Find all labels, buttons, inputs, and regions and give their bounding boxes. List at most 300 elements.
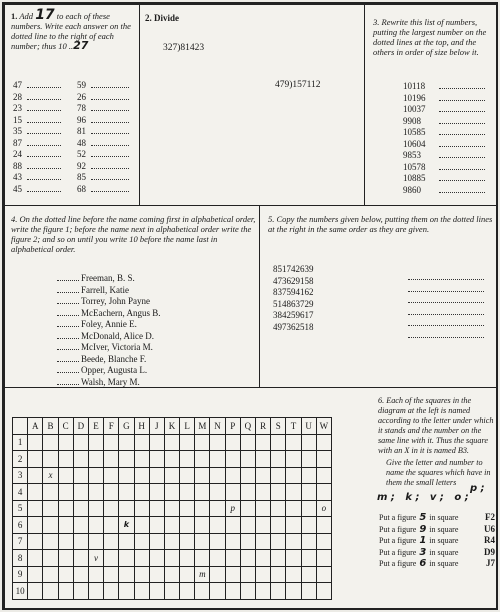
list-number: 9908 xyxy=(403,115,421,126)
answer-dotted-line[interactable] xyxy=(91,137,129,146)
grid-cell[interactable] xyxy=(149,566,164,583)
grid-cell[interactable] xyxy=(301,583,316,600)
grid-cell[interactable] xyxy=(301,533,316,550)
grid-cell[interactable] xyxy=(256,517,271,534)
answer-dotted-line[interactable] xyxy=(27,102,61,111)
order-dotted-line[interactable] xyxy=(57,307,79,316)
grid-cell[interactable] xyxy=(104,434,119,451)
grid-cell[interactable] xyxy=(286,533,301,550)
small-letters-line-1: p ; xyxy=(470,483,485,494)
grid-cell[interactable] xyxy=(104,533,119,550)
grid-cell[interactable] xyxy=(164,484,179,501)
grid-cell[interactable] xyxy=(256,434,271,451)
grid-cell[interactable] xyxy=(225,550,240,567)
answer-dotted-line[interactable] xyxy=(91,102,129,111)
answer-dotted-line[interactable] xyxy=(439,103,485,112)
grid-cell[interactable] xyxy=(210,434,225,451)
grid-cell[interactable] xyxy=(271,533,286,550)
grid-cell[interactable] xyxy=(195,467,210,484)
order-dotted-line[interactable] xyxy=(57,295,79,304)
grid-cell[interactable] xyxy=(73,517,88,534)
answer-dotted-line[interactable] xyxy=(27,160,61,169)
answer-dotted-line[interactable] xyxy=(439,92,485,101)
grid-letter-mark: p xyxy=(230,503,235,514)
answer-dotted-line[interactable] xyxy=(91,160,129,169)
grid-row-header: 1 xyxy=(13,434,28,451)
grid-cell[interactable] xyxy=(316,484,331,501)
answer-dotted-line[interactable] xyxy=(27,183,61,192)
grid-cell[interactable] xyxy=(180,566,195,583)
grid-cell[interactable] xyxy=(104,500,119,517)
grid-cell[interactable] xyxy=(149,500,164,517)
grid-cell[interactable] xyxy=(180,467,195,484)
grid-cell[interactable] xyxy=(149,451,164,468)
grid-cell[interactable] xyxy=(256,500,271,517)
add-row xyxy=(13,91,65,103)
grid-cell[interactable] xyxy=(119,500,134,517)
grid-cell[interactable] xyxy=(240,517,255,534)
grid-letter-mark: x xyxy=(48,470,53,481)
order-dotted-line[interactable] xyxy=(57,341,79,350)
grid-cell[interactable] xyxy=(316,467,331,484)
grid-cell[interactable] xyxy=(210,517,225,534)
grid-cell[interactable] xyxy=(180,434,195,451)
addend-number: 26 xyxy=(77,91,86,102)
grid-column-header: M xyxy=(195,418,210,435)
section-3 xyxy=(364,4,498,206)
grid-cell[interactable] xyxy=(58,451,73,468)
name-row xyxy=(57,295,257,307)
grid-cell[interactable] xyxy=(88,583,103,600)
answer-dotted-line[interactable] xyxy=(27,91,61,100)
grid-cell[interactable] xyxy=(149,583,164,600)
answer-dotted-line[interactable] xyxy=(439,161,485,170)
answer-dotted-line[interactable] xyxy=(439,80,485,89)
grid-cell[interactable] xyxy=(119,583,134,600)
grid-cell[interactable] xyxy=(316,566,331,583)
order-dotted-line[interactable] xyxy=(57,353,79,362)
grid-cell[interactable] xyxy=(58,484,73,501)
grid-cell[interactable] xyxy=(301,566,316,583)
grid-cell[interactable] xyxy=(134,517,149,534)
grid-cell[interactable] xyxy=(88,517,103,534)
grid-cell[interactable] xyxy=(119,566,134,583)
put-post: in square xyxy=(429,559,459,568)
grid-cell[interactable] xyxy=(271,434,286,451)
grid-cell[interactable] xyxy=(149,467,164,484)
section-5-number-list xyxy=(273,264,343,333)
addend-number: 87 xyxy=(13,137,22,148)
grid-cell[interactable] xyxy=(271,550,286,567)
grid-cell[interactable] xyxy=(73,467,88,484)
put-post: in square xyxy=(429,536,459,545)
grid-cell[interactable] xyxy=(28,566,43,583)
grid-cell[interactable] xyxy=(149,484,164,501)
grid-column-header: S xyxy=(271,418,286,435)
grid-cell[interactable] xyxy=(286,451,301,468)
grid-cell[interactable] xyxy=(240,566,255,583)
grid-cell[interactable] xyxy=(271,500,286,517)
grid-cell[interactable] xyxy=(240,451,255,468)
grid-cell[interactable] xyxy=(316,434,331,451)
grid-letter-mark: v xyxy=(94,552,99,563)
grid-cell[interactable] xyxy=(43,467,58,484)
grid-cell[interactable] xyxy=(301,451,316,468)
grid-cell[interactable] xyxy=(134,500,149,517)
grid-cell[interactable] xyxy=(195,484,210,501)
grid-cell[interactable] xyxy=(180,583,195,600)
grid-cell[interactable] xyxy=(43,566,58,583)
grid-cell[interactable] xyxy=(256,533,271,550)
grid-cell[interactable] xyxy=(104,517,119,534)
add-row xyxy=(77,125,133,137)
grid-cell[interactable] xyxy=(301,467,316,484)
grid-cell[interactable] xyxy=(119,451,134,468)
grid-cell[interactable] xyxy=(43,583,58,600)
grid-cell[interactable] xyxy=(43,484,58,501)
grid-cell[interactable] xyxy=(240,533,255,550)
letter-grid xyxy=(12,417,332,600)
grid-cell[interactable] xyxy=(104,451,119,468)
grid-cell[interactable] xyxy=(195,550,210,567)
grid-cell[interactable] xyxy=(286,550,301,567)
grid-cell[interactable] xyxy=(225,566,240,583)
grid-cell[interactable] xyxy=(73,550,88,567)
grid-cell[interactable] xyxy=(134,533,149,550)
addend-number: 68 xyxy=(77,183,86,194)
order-dotted-line[interactable] xyxy=(57,272,79,281)
grid-cell[interactable] xyxy=(149,533,164,550)
grid-cell[interactable] xyxy=(286,434,301,451)
grid-cell[interactable] xyxy=(240,484,255,501)
test-page xyxy=(2,2,498,610)
grid-cell[interactable] xyxy=(210,451,225,468)
answer-dotted-line[interactable] xyxy=(91,148,129,157)
grid-cell[interactable] xyxy=(225,484,240,501)
grid-cell[interactable] xyxy=(164,451,179,468)
put-text: Put a figure xyxy=(379,559,417,568)
answer-dotted-line[interactable] xyxy=(91,125,129,134)
grid-cell[interactable] xyxy=(104,583,119,600)
grid-cell[interactable] xyxy=(58,434,73,451)
list-number: 10196 xyxy=(403,92,426,103)
grid-cell[interactable] xyxy=(225,517,240,534)
grid-cell[interactable] xyxy=(164,533,179,550)
grid-cell[interactable] xyxy=(43,500,58,517)
grid-cell[interactable] xyxy=(256,467,271,484)
grid-cell[interactable] xyxy=(180,484,195,501)
copy-dotted-line[interactable] xyxy=(408,279,486,291)
grid-cell[interactable] xyxy=(88,500,103,517)
grid-cell[interactable] xyxy=(316,500,331,517)
grid-cell[interactable] xyxy=(88,451,103,468)
grid-cell[interactable] xyxy=(301,500,316,517)
grid-cell[interactable] xyxy=(58,566,73,583)
grid-cell[interactable] xyxy=(73,484,88,501)
grid-cell[interactable] xyxy=(225,451,240,468)
grid-cell[interactable] xyxy=(73,583,88,600)
grid-cell[interactable] xyxy=(43,533,58,550)
section-5-instructions: 5. Copy the numbers given below, putting them on the dotted lines at the right in the same order as they are given. xyxy=(268,214,493,234)
grid-cell[interactable] xyxy=(210,467,225,484)
put-figure-row xyxy=(379,524,495,536)
grid-cell[interactable] xyxy=(256,550,271,567)
grid-cell[interactable] xyxy=(43,451,58,468)
grid-cell[interactable] xyxy=(240,467,255,484)
answer-dotted-line[interactable] xyxy=(27,171,61,180)
grid-cell[interactable] xyxy=(43,434,58,451)
grid-cell[interactable] xyxy=(104,484,119,501)
order-dotted-line[interactable] xyxy=(57,364,79,373)
grid-cell[interactable] xyxy=(58,583,73,600)
grid-cell[interactable] xyxy=(286,517,301,534)
grid-cell[interactable] xyxy=(195,533,210,550)
grid-cell[interactable] xyxy=(301,434,316,451)
put-post: in square xyxy=(429,524,459,534)
grid-cell[interactable] xyxy=(88,550,103,567)
grid-cell[interactable] xyxy=(210,566,225,583)
grid-cell[interactable] xyxy=(195,451,210,468)
grid-cell[interactable] xyxy=(225,467,240,484)
list-number: 10604 xyxy=(403,138,426,149)
grid-cell[interactable] xyxy=(28,500,43,517)
grid-cell[interactable] xyxy=(43,550,58,567)
grid-cell[interactable] xyxy=(195,566,210,583)
grid-cell[interactable] xyxy=(316,583,331,600)
answer-dotted-line[interactable] xyxy=(439,138,485,147)
list-number: 10578 xyxy=(403,161,426,172)
put-figure: 9 xyxy=(419,523,427,535)
grid-cell[interactable] xyxy=(164,434,179,451)
grid-cell[interactable] xyxy=(58,550,73,567)
grid-cell[interactable] xyxy=(28,550,43,567)
grid-cell[interactable] xyxy=(256,583,271,600)
copy-dotted-line[interactable] xyxy=(408,290,486,302)
answer-dotted-line[interactable] xyxy=(27,125,61,134)
grid-cell[interactable] xyxy=(316,451,331,468)
grid-cell[interactable] xyxy=(164,517,179,534)
grid-cell[interactable] xyxy=(164,583,179,600)
put-square: R4 xyxy=(484,535,495,545)
grid-cell[interactable] xyxy=(28,434,43,451)
grid-cell[interactable] xyxy=(164,550,179,567)
addend-number: 47 xyxy=(13,80,22,90)
grid-cell[interactable] xyxy=(119,550,134,567)
grid-cell[interactable] xyxy=(210,583,225,600)
grid-cell[interactable] xyxy=(286,566,301,583)
grid-cell[interactable] xyxy=(104,550,119,567)
copy-dotted-line[interactable] xyxy=(408,302,486,314)
grid-cell[interactable] xyxy=(271,484,286,501)
grid-cell[interactable] xyxy=(180,517,195,534)
grid-cell[interactable] xyxy=(240,434,255,451)
grid-row-header: 6 xyxy=(13,517,28,534)
answer-dotted-line[interactable] xyxy=(439,115,485,124)
grid-cell[interactable] xyxy=(88,434,103,451)
grid-cell[interactable] xyxy=(73,533,88,550)
grid-cell[interactable] xyxy=(180,533,195,550)
order-dotted-line[interactable] xyxy=(57,318,79,327)
grid-cell[interactable] xyxy=(301,484,316,501)
grid-cell[interactable] xyxy=(180,550,195,567)
grid-cell[interactable] xyxy=(134,550,149,567)
answer-dotted-line[interactable] xyxy=(27,114,61,123)
grid-cell[interactable] xyxy=(316,550,331,567)
answer-dotted-line[interactable] xyxy=(91,114,129,123)
grid-cell[interactable] xyxy=(225,500,240,517)
grid-cell[interactable] xyxy=(286,484,301,501)
grid-cell[interactable] xyxy=(88,467,103,484)
answer-dotted-line[interactable] xyxy=(439,126,485,135)
copy-dotted-line[interactable] xyxy=(408,313,486,325)
section-3-number-list xyxy=(403,80,493,195)
grid-cell[interactable] xyxy=(286,467,301,484)
grid-cell[interactable] xyxy=(225,434,240,451)
grid-cell[interactable] xyxy=(240,500,255,517)
grid-cell[interactable] xyxy=(271,566,286,583)
add-row xyxy=(77,148,133,160)
grid-cell[interactable] xyxy=(195,500,210,517)
grid-cell[interactable] xyxy=(58,500,73,517)
grid-cell[interactable] xyxy=(286,583,301,600)
grid-cell[interactable] xyxy=(180,500,195,517)
grid-cell[interactable] xyxy=(210,500,225,517)
section-1-instructions xyxy=(11,7,135,52)
section-3-instructions: 3. Rewrite this list of numbers, putting the largest number on the dotted lines at the top, and the others in order of size below it. xyxy=(373,17,487,57)
grid-cell[interactable] xyxy=(180,451,195,468)
grid-cell[interactable] xyxy=(195,434,210,451)
grid-cell[interactable] xyxy=(301,550,316,567)
grid-cell[interactable] xyxy=(73,566,88,583)
grid-cell[interactable] xyxy=(256,451,271,468)
copy-dotted-line[interactable] xyxy=(408,267,486,279)
grid-cell[interactable] xyxy=(104,566,119,583)
answer-dotted-line[interactable] xyxy=(27,79,61,88)
division-problem-1: 327)81423 xyxy=(163,43,205,53)
grid-cell[interactable] xyxy=(134,583,149,600)
grid-cell[interactable] xyxy=(286,500,301,517)
rewrite-row xyxy=(403,115,493,127)
put-figure-row xyxy=(379,547,495,559)
grid-column-header: R xyxy=(256,418,271,435)
addend-number: 81 xyxy=(77,126,86,136)
answer-dotted-line[interactable] xyxy=(91,91,129,100)
grid-cell[interactable] xyxy=(119,434,134,451)
grid-cell[interactable] xyxy=(134,484,149,501)
grid-cell[interactable] xyxy=(88,566,103,583)
grid-cell[interactable] xyxy=(149,517,164,534)
grid-cell[interactable] xyxy=(240,550,255,567)
grid-cell[interactable] xyxy=(134,434,149,451)
grid-cell[interactable] xyxy=(164,500,179,517)
grid-cell[interactable] xyxy=(43,517,58,534)
grid-cell[interactable] xyxy=(134,467,149,484)
grid-cell[interactable] xyxy=(316,533,331,550)
grid-cell[interactable] xyxy=(164,566,179,583)
grid-cell[interactable] xyxy=(271,583,286,600)
grid-cell[interactable] xyxy=(316,517,331,534)
answer-dotted-line[interactable] xyxy=(91,171,129,180)
grid-cell[interactable] xyxy=(28,484,43,501)
grid-cell[interactable] xyxy=(164,467,179,484)
grid-cell[interactable] xyxy=(225,583,240,600)
name-row xyxy=(57,318,257,330)
order-dotted-line[interactable] xyxy=(57,330,79,339)
order-dotted-line[interactable] xyxy=(57,284,79,293)
grid-cell[interactable] xyxy=(104,467,119,484)
grid-cell[interactable] xyxy=(149,434,164,451)
answer-dotted-line[interactable] xyxy=(91,183,129,192)
grid-cell[interactable] xyxy=(240,583,255,600)
grid-cell[interactable] xyxy=(256,566,271,583)
grid-cell[interactable] xyxy=(256,484,271,501)
rewrite-row xyxy=(403,126,493,138)
grid-cell[interactable] xyxy=(58,533,73,550)
grid-cell[interactable] xyxy=(119,517,134,534)
answer-dotted-line[interactable] xyxy=(91,79,129,88)
grid-cell[interactable] xyxy=(28,467,43,484)
grid-cell[interactable] xyxy=(225,533,240,550)
grid-row-header: 7 xyxy=(13,533,28,550)
answer-dotted-line[interactable] xyxy=(439,172,485,181)
grid-row-header: 3 xyxy=(13,467,28,484)
answer-dotted-line[interactable] xyxy=(439,149,485,158)
grid-cell[interactable] xyxy=(119,467,134,484)
answer-dotted-line[interactable] xyxy=(27,148,61,157)
grid-cell[interactable] xyxy=(73,434,88,451)
grid-cell[interactable] xyxy=(28,517,43,534)
grid-cell[interactable] xyxy=(195,517,210,534)
grid-cell[interactable] xyxy=(88,484,103,501)
grid-cell[interactable] xyxy=(28,451,43,468)
add-row xyxy=(13,125,65,137)
answer-dotted-line[interactable] xyxy=(27,137,61,146)
answer-dotted-line[interactable] xyxy=(439,184,485,193)
grid-cell[interactable] xyxy=(301,517,316,534)
put-post: in square xyxy=(429,513,459,522)
grid-column-header: C xyxy=(58,418,73,435)
grid-column-header: N xyxy=(210,418,225,435)
grid-cell[interactable] xyxy=(134,451,149,468)
grid-cell[interactable] xyxy=(271,517,286,534)
grid-cell[interactable] xyxy=(58,517,73,534)
grid-cell[interactable] xyxy=(210,533,225,550)
addend-number: 43 xyxy=(13,172,22,182)
grid-cell[interactable] xyxy=(149,550,164,567)
grid-cell[interactable] xyxy=(195,583,210,600)
grid-cell[interactable] xyxy=(271,451,286,468)
grid-cell[interactable] xyxy=(73,500,88,517)
grid-cell[interactable] xyxy=(119,533,134,550)
grid-cell[interactable] xyxy=(28,583,43,600)
grid-cell[interactable] xyxy=(134,566,149,583)
grid-cell[interactable] xyxy=(28,533,43,550)
put-square: D9 xyxy=(484,546,495,557)
copy-dotted-line[interactable] xyxy=(408,325,486,337)
grid-column-header: J xyxy=(149,418,164,435)
grid-cell[interactable] xyxy=(73,451,88,468)
grid-cell[interactable] xyxy=(119,484,134,501)
grid-cell[interactable] xyxy=(210,550,225,567)
grid-cell[interactable] xyxy=(271,467,286,484)
list-number: 10118 xyxy=(403,81,426,91)
grid-cell[interactable] xyxy=(58,467,73,484)
grid-column-header: W xyxy=(316,418,331,435)
grid-cell[interactable] xyxy=(88,533,103,550)
grid-cell[interactable] xyxy=(210,484,225,501)
order-dotted-line[interactable] xyxy=(57,376,79,385)
add-row xyxy=(13,79,65,91)
